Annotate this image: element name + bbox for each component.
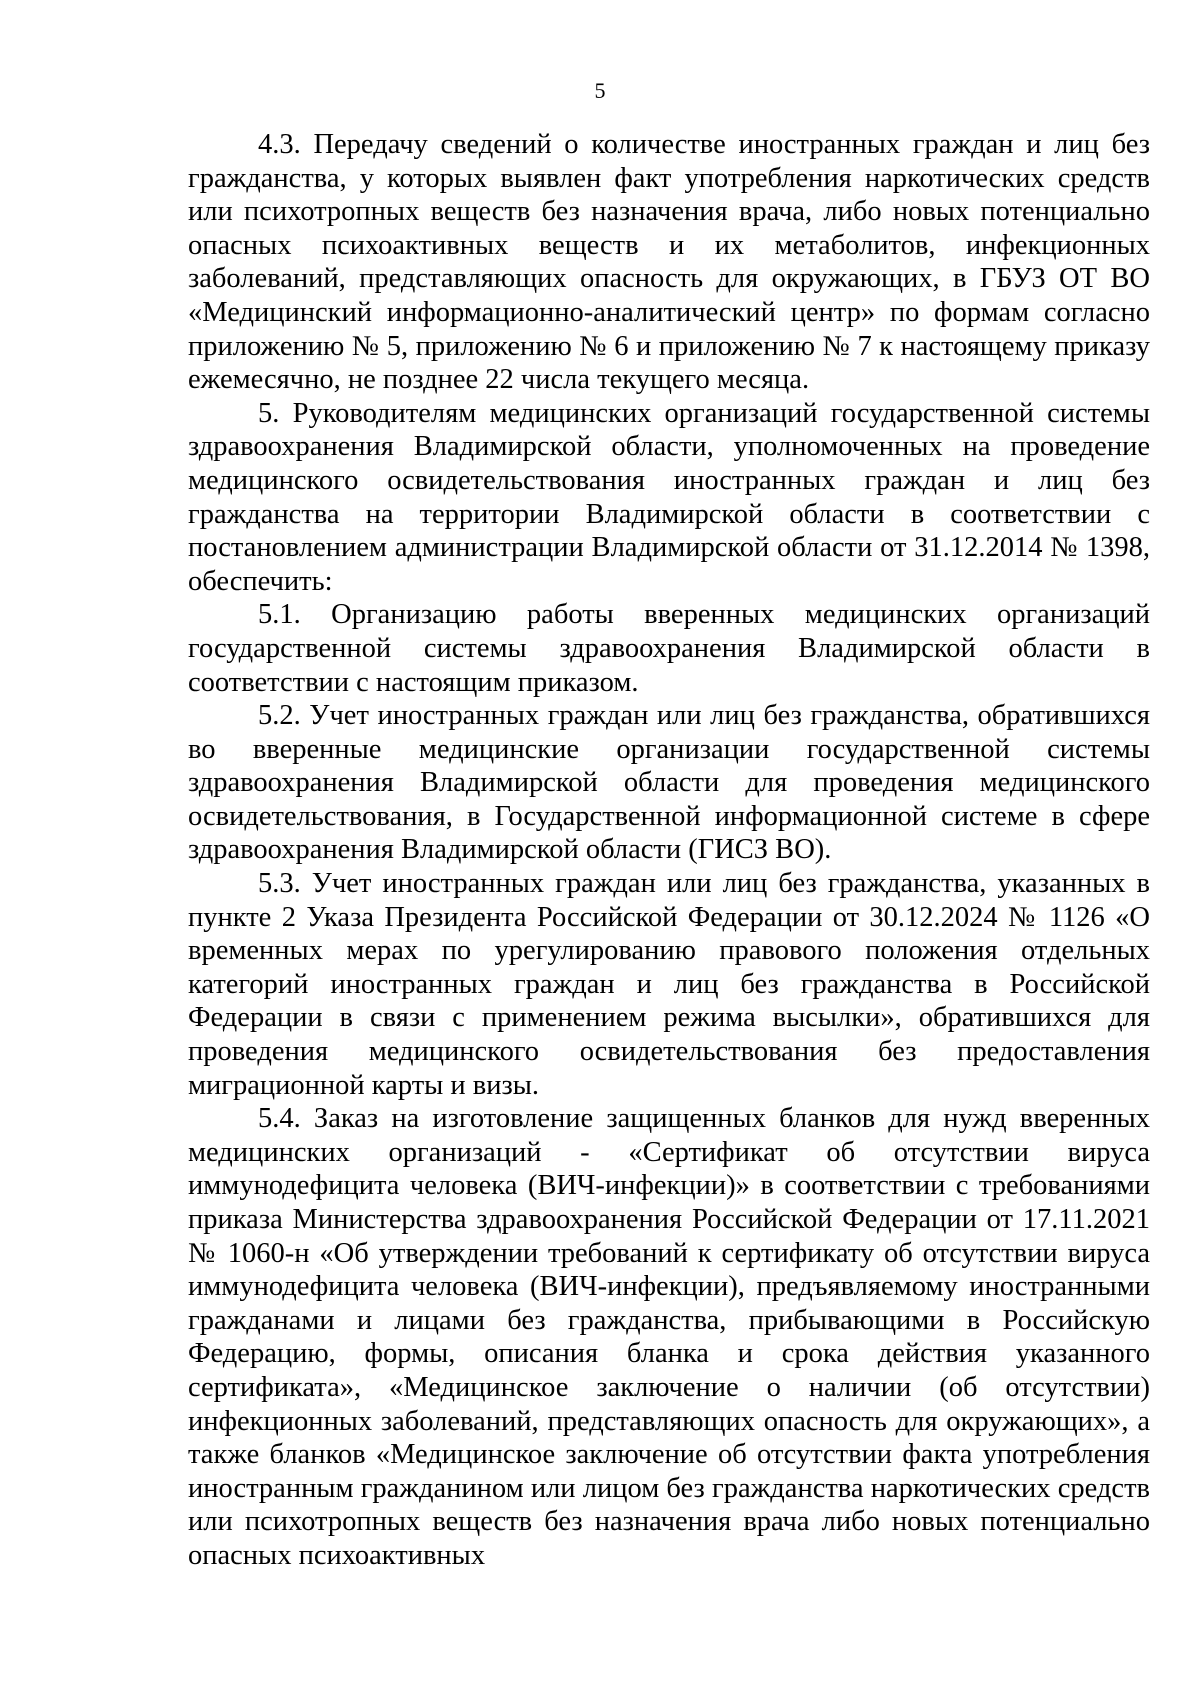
paragraph-5-3: 5.3. Учет иностранных граждан или лиц без гражданства, указанных в пункте 2 Указа Президента Российской Федерации от 30.12.2024 № 1126 «О временных мерах по урегулированию правового положения отдельных категорий иностранных граждан и лиц без гражданства в Российской Федерации в связи с применением режима высылки», обратившихся для проведения медицинского освидетельствования без предоставления миграционной карты и визы.: [188, 868, 1150, 1101]
page-number: 5: [594, 78, 606, 103]
paragraph-5: 5. Руководителям медицинских организаций государственной системы здравоохранения Владимирской области, уполномоченных на проведение медицинского освидетельствования иностранных граждан и лиц без гражданства на территории Владимирской области в соответствии с постановлением администрации Владимирской области от 31.12.2014 № 1398, обеспечить:: [188, 397, 1150, 597]
paragraph-5-1: 5.1. Организацию работы вверенных медицинских организаций государственной системы здравоохранения Владимирской области в соответствии с настоящим приказом.: [188, 599, 1150, 698]
paragraph-4-3: 4.3. Передачу сведений о количестве иностранных граждан и лиц без гражданства, у которых выявлен факт употребления наркотических средств или психотропных веществ без назначения врача, либо новых потенциально опасных психоактивных веществ и их метаболитов, инфекционных заболеваний, представляющих опасность для окружающих, в ГБУЗ ОТ ВО «Медицинский информационно-аналитический центр» по формам согласно приложению № 5, приложению № 6 и приложению № 7 к настоящему приказу ежемесячно, не позднее 22 числа текущего месяца.: [188, 129, 1150, 396]
paragraph-5-4: 5.4. Заказ на изготовление защищенных бланков для нужд вверенных медицинских организаций - «Сертификат об отсутствии вируса иммунодефицита человека (ВИЧ-инфекции)» в соответствии с требованиями приказа Министерства здравоохранения Российской Федерации от 17.11.2021 № 1060-н «Об утверждении требований к сертификату об отсутствии вируса иммунодефицита человека (ВИЧ-инфекции), предъявляемому иностранными гражданами и лицами без гражданства, прибывающими в Российскую Федерацию, формы, описания бланка и срока действия указанного сертификата», «Медицинское заключение о наличии (об отсутствии) инфекционных заболеваний, представляющих опасность для окружающих», а также бланков «Медицинское заключение об отсутствии факта употребления иностранным гражданином или лицом без гражданства наркотических средств или психотропных веществ без назначения врача либо новых потенциально опасных психоактивных: [188, 1103, 1150, 1571]
paragraph-5-2: 5.2. Учет иностранных граждан или лиц без гражданства, обратившихся во вверенные медицинские организации государственной системы здравоохранения Владимирской области для проведения медицинского освидетельствования, в Государственной информационной системе в сфере здравоохранения Владимирской области (ГИСЗ ВО).: [188, 700, 1150, 866]
document-body: [188, 128, 1150, 1573]
